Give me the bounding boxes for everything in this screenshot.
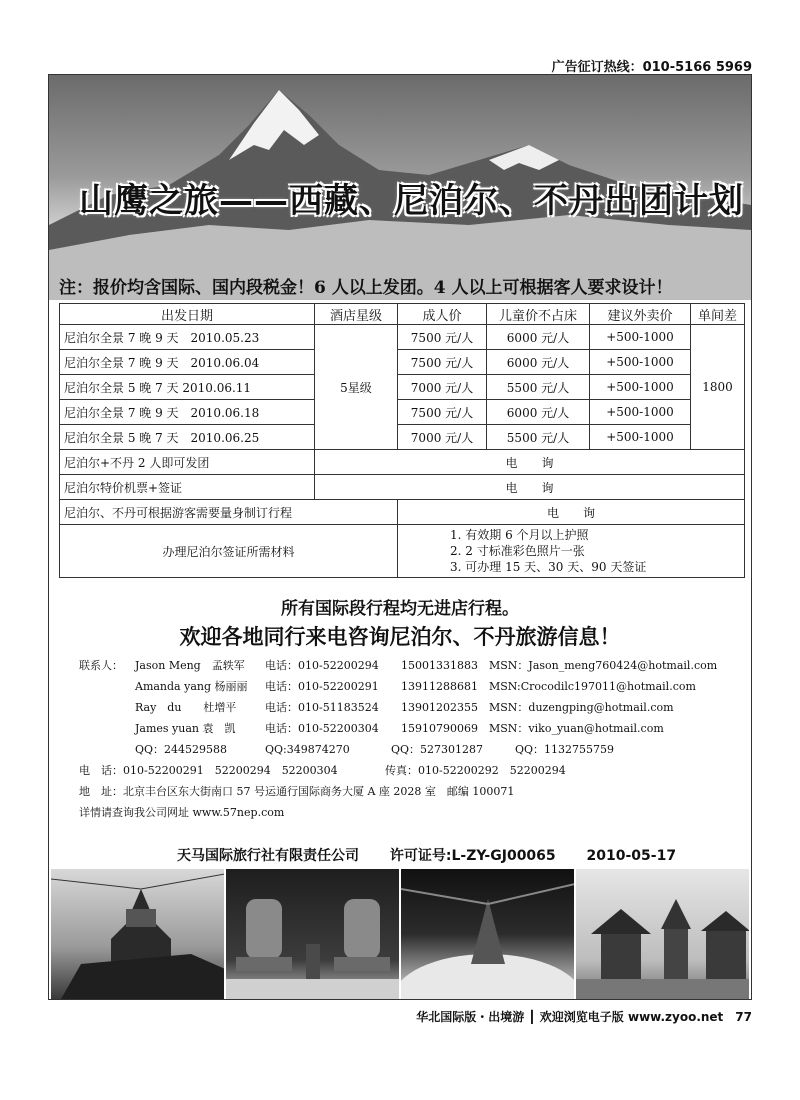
- row-suggest: +500-1000: [590, 325, 691, 350]
- contact-row: [79, 655, 717, 676]
- row-adult: 7000 元/人: [398, 425, 487, 450]
- welcome-message: 欢迎各地同行来电咨询尼泊尔、不丹旅游信息！: [179, 624, 621, 649]
- header-adult: 成人价: [398, 304, 487, 325]
- row-date: 尼泊尔全景 7 晚 9 天 2010.05.23: [60, 325, 315, 350]
- table-row: [60, 525, 745, 578]
- contact-phone: 电话：010-51183524: [265, 701, 379, 714]
- company-name: 天马国际旅行社有限责任公司: [177, 848, 359, 864]
- row-adult: 7500 元/人: [398, 350, 487, 375]
- row-suggest: +500-1000: [590, 400, 691, 425]
- company-website: 详情请查询我公司网址 www.57nep.com: [79, 806, 285, 819]
- header-hotel: 酒店星级: [315, 304, 398, 325]
- qq-number: QQ:349874270: [265, 743, 350, 756]
- row-suggest: +500-1000: [590, 425, 691, 450]
- mountain-banner: [49, 75, 751, 300]
- visa-item: 1. 有效期 6 个月以上护照: [450, 528, 589, 542]
- row-date: 尼泊尔全景 5 晚 7 天 2010.06.11: [60, 375, 315, 400]
- row-child: 6000 元/人: [487, 350, 590, 375]
- header-single: 单间差: [691, 304, 745, 325]
- row-child: 6000 元/人: [487, 325, 590, 350]
- price-note: 注：报价均含国际、国内段税金！6 人以上发团。4 人以上可根据客人要求设计！: [59, 278, 673, 298]
- contact-row: [79, 718, 717, 739]
- qq-row: [79, 739, 717, 760]
- contact-name: Ray du 杜增平: [135, 701, 237, 714]
- table-row: [60, 375, 745, 400]
- banner-title: 山鹰之旅——西藏、尼泊尔、不丹出团计划: [79, 181, 744, 221]
- visa-item: 3. 可办理 15 天、30 天、90 天签证: [450, 560, 647, 574]
- photo-strip: [51, 869, 749, 999]
- ad-hotline: 广告征订热线：010-5166 5969: [551, 60, 752, 75]
- visa-item: 2. 2 寸标准彩色照片一张: [450, 544, 585, 558]
- row-suggest: +500-1000: [590, 375, 691, 400]
- no-shopping-message: 所有国际段行程均无进店行程。: [281, 599, 519, 619]
- contact-mobile: 15910790069: [401, 722, 478, 735]
- table-header: [60, 304, 745, 325]
- header-suggest: 建议外卖价: [590, 304, 691, 325]
- tel-row: [79, 760, 717, 781]
- visa-items: [398, 525, 745, 578]
- row-child: 5500 元/人: [487, 375, 590, 400]
- contact-msn: MSN:Crocodilc197011@hotmail.com: [489, 680, 696, 693]
- company-fax: 传真：010-52200292 52200294: [385, 764, 566, 777]
- row-child: 6000 元/人: [487, 400, 590, 425]
- contact-mobile: 13901202355: [401, 701, 478, 714]
- price-table: [59, 303, 745, 578]
- contact-name: Jason Meng 孟轶军: [135, 659, 245, 672]
- extra-value: 电 询: [315, 450, 745, 475]
- single-supplement: 1800: [691, 325, 745, 450]
- extra-value: 电 询: [315, 475, 745, 500]
- hotel-star: 5星级: [315, 325, 398, 450]
- advertisement-frame: [48, 74, 752, 1000]
- extra-label: 尼泊尔、不丹可根据游客需要量身制订行程: [60, 500, 398, 525]
- contact-row: [79, 697, 717, 718]
- license-number: 许可证号:L-ZY-GJ00065: [389, 848, 556, 864]
- contact-row: [79, 676, 717, 697]
- page-footer: 华北国际版・出境游 ┃ 欢迎浏览电子版 www.zyoo.net 77: [416, 1010, 752, 1024]
- contact-msn: MSN：Jason_meng760424@hotmail.com: [489, 659, 718, 672]
- contact-name: James yuan 袁 凯: [135, 722, 236, 735]
- contact-block: [79, 655, 717, 823]
- row-date: 尼泊尔全景 7 晚 9 天 2010.06.18: [60, 400, 315, 425]
- table-row: [60, 500, 745, 525]
- company-tel: 电 话：010-52200291 52200294 52200304: [79, 764, 338, 777]
- header-date: 出发日期: [60, 304, 315, 325]
- address-row: [79, 781, 717, 802]
- issue-date: 2010-05-17: [586, 848, 677, 864]
- row-suggest: +500-1000: [590, 350, 691, 375]
- contact-label: 联系人：: [79, 659, 123, 672]
- qq-number: QQ：527301287: [391, 743, 484, 756]
- row-adult: 7500 元/人: [398, 400, 487, 425]
- website-row: [79, 802, 717, 823]
- table-row: [60, 475, 745, 500]
- table-row: [60, 450, 745, 475]
- row-child: 5500 元/人: [487, 425, 590, 450]
- table-row: [60, 425, 745, 450]
- qq-number: QQ：1132755759: [515, 743, 615, 756]
- contact-name: Amanda yang 杨丽丽: [135, 680, 248, 693]
- visa-label: 办理尼泊尔签证所需材料: [60, 525, 398, 578]
- contact-mobile: 13911288681: [401, 680, 478, 693]
- contact-msn: MSN：viko_yuan@hotmail.com: [489, 722, 664, 735]
- durbar-square-photo: [576, 869, 749, 999]
- contact-phone: 电话：010-52200304: [265, 722, 379, 735]
- extra-label: 尼泊尔特价机票+签证: [60, 475, 315, 500]
- contact-phone: 电话：010-52200291: [265, 680, 379, 693]
- stupa-photo: [51, 869, 224, 999]
- contact-msn: MSN：duzengping@hotmail.com: [489, 701, 674, 714]
- row-adult: 7000 元/人: [398, 375, 487, 400]
- company-line: [177, 845, 702, 865]
- table-row: [60, 350, 745, 375]
- table-row: [60, 400, 745, 425]
- table-row: [60, 325, 745, 350]
- extra-value: 电 询: [398, 500, 745, 525]
- row-adult: 7500 元/人: [398, 325, 487, 350]
- contact-mobile: 15001331883: [401, 659, 478, 672]
- qq-number: QQ：244529588: [135, 743, 228, 756]
- boudhanath-photo: [401, 869, 574, 999]
- row-date: 尼泊尔全景 5 晚 7 天 2010.06.25: [60, 425, 315, 450]
- header-child: 儿童价不占床: [487, 304, 590, 325]
- company-address: 地 址：北京丰台区东大街南口 57 号运通行国际商务大厦 A 座 2028 室 邮编 100071: [79, 785, 515, 798]
- contact-phone: 电话：010-52200294: [265, 659, 379, 672]
- row-date: 尼泊尔全景 7 晚 9 天 2010.06.04: [60, 350, 315, 375]
- guardian-statues-photo: [226, 869, 399, 999]
- extra-label: 尼泊尔+不丹 2 人即可发团: [60, 450, 315, 475]
